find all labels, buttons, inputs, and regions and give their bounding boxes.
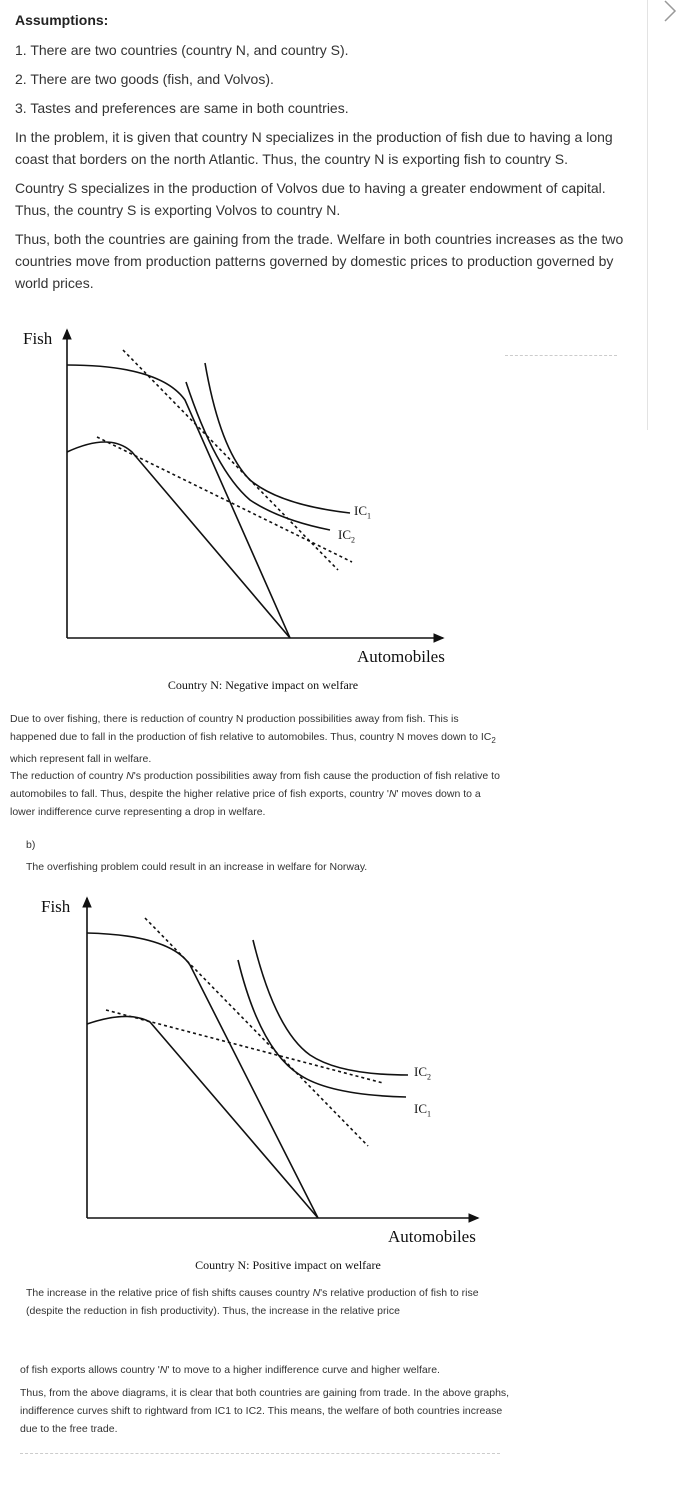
paragraph bbox=[20, 1361, 510, 1379]
y-axis-label: Fish bbox=[41, 897, 71, 916]
assumption-item: 1. There are two countries (country N, and country S). bbox=[15, 42, 349, 58]
dashed-divider bbox=[20, 1453, 500, 1454]
text: N bbox=[159, 1364, 168, 1376]
text: ' to move to a higher indifference curve and higher welfare. bbox=[167, 1364, 440, 1376]
diagram2-graph bbox=[87, 898, 478, 1218]
paragraph: The overfishing problem could result in an increase in welfare for Norway. bbox=[26, 861, 368, 873]
assumption-item: 3. Tastes and preferences are same in both countries. bbox=[15, 100, 349, 116]
paragraph: In the problem, it is given that country N specializes in the production of fish due to having a long coast that borders on the north Atlantic. Thus, the country N is exporting fish to country S. bbox=[15, 129, 613, 167]
paragraph: Country S specializes in the production of Volvos due to having a greater endowment of capital. Thus, the country S is exporting Volvos to country N. bbox=[15, 180, 606, 218]
figure-caption: Country N: Negative impact on welfare bbox=[167, 678, 359, 692]
price-line bbox=[97, 437, 352, 562]
text: 's relative production of fish to rise (despite the reduction in fish productivity). Thus, the increase in the relative price bbox=[26, 1287, 479, 1317]
y-axis-label: Fish bbox=[23, 329, 53, 348]
ic1-curve bbox=[238, 960, 406, 1097]
diagram1-graph bbox=[67, 330, 443, 638]
x-axis-label: Automobiles bbox=[388, 1227, 476, 1246]
ic1-label bbox=[414, 1101, 431, 1119]
paragraph bbox=[10, 767, 500, 821]
text: N bbox=[312, 1287, 321, 1299]
paragraph bbox=[10, 710, 500, 768]
paragraph bbox=[26, 1284, 496, 1320]
part-label: b) bbox=[26, 839, 36, 851]
assumptions-heading: Assumptions: bbox=[15, 12, 109, 28]
x-axis-label: Automobiles bbox=[357, 647, 445, 666]
ic-text: IC bbox=[414, 1064, 427, 1079]
paragraph: Thus, both the countries are gaining from the trade. Welfare in both countries increases as the two countries move from production patterns governed by domestic prices to production governed by world prices. bbox=[15, 231, 624, 291]
price-line bbox=[123, 350, 338, 570]
text: which represent fall in welfare. bbox=[10, 753, 152, 766]
ic2-label bbox=[338, 527, 355, 545]
subscript: 2 bbox=[491, 736, 496, 746]
figure-caption: Country N: Positive impact on welfare bbox=[195, 1258, 381, 1272]
ic-text: IC bbox=[354, 503, 367, 518]
ic-subscript: 2 bbox=[351, 535, 355, 545]
ic-subscript: 1 bbox=[367, 511, 371, 521]
text: Due to over fishing, there is reduction of country N production possibilities away from fish. This is happened due to fall in the production of fish relative to automobiles. Thus, country N moves down to IC bbox=[10, 713, 492, 743]
ic1-curve bbox=[205, 363, 350, 513]
ic1-label bbox=[354, 503, 371, 521]
ppf-outer bbox=[87, 933, 318, 1218]
text: of fish exports allows country ' bbox=[20, 1364, 160, 1376]
ic-subscript: 1 bbox=[427, 1109, 431, 1119]
paragraph: Thus, from the above diagrams, it is clear that both countries are gaining from trade. In the above graphs, indifference curves shift to rightward from IC1 to IC2. This means, the welfare of both countries increase due to the free trade. bbox=[20, 1387, 510, 1435]
assumption-item: 2. There are two goods (fish, and Volvos). bbox=[15, 71, 274, 87]
text: 's production possibilities away from fish cause the production of fish relative to automobiles to fall. Thus, despite the higher relative price of fish exports, country ' bbox=[10, 770, 500, 800]
text: ' moves down to a lower indifference curve representing a drop in welfare. bbox=[10, 788, 481, 818]
ppf-inner bbox=[87, 1016, 318, 1218]
text: N bbox=[126, 770, 134, 782]
text: The increase in the relative price of fish shifts causes country bbox=[26, 1287, 313, 1299]
text: The reduction of country bbox=[10, 770, 127, 782]
text: N bbox=[388, 788, 397, 800]
ic2-label bbox=[414, 1064, 431, 1082]
ppf-inner bbox=[67, 442, 290, 638]
ic-text: IC bbox=[414, 1101, 427, 1116]
ic-subscript: 2 bbox=[427, 1072, 431, 1082]
ic2-curve bbox=[186, 382, 330, 530]
ic-text: IC bbox=[338, 527, 351, 542]
